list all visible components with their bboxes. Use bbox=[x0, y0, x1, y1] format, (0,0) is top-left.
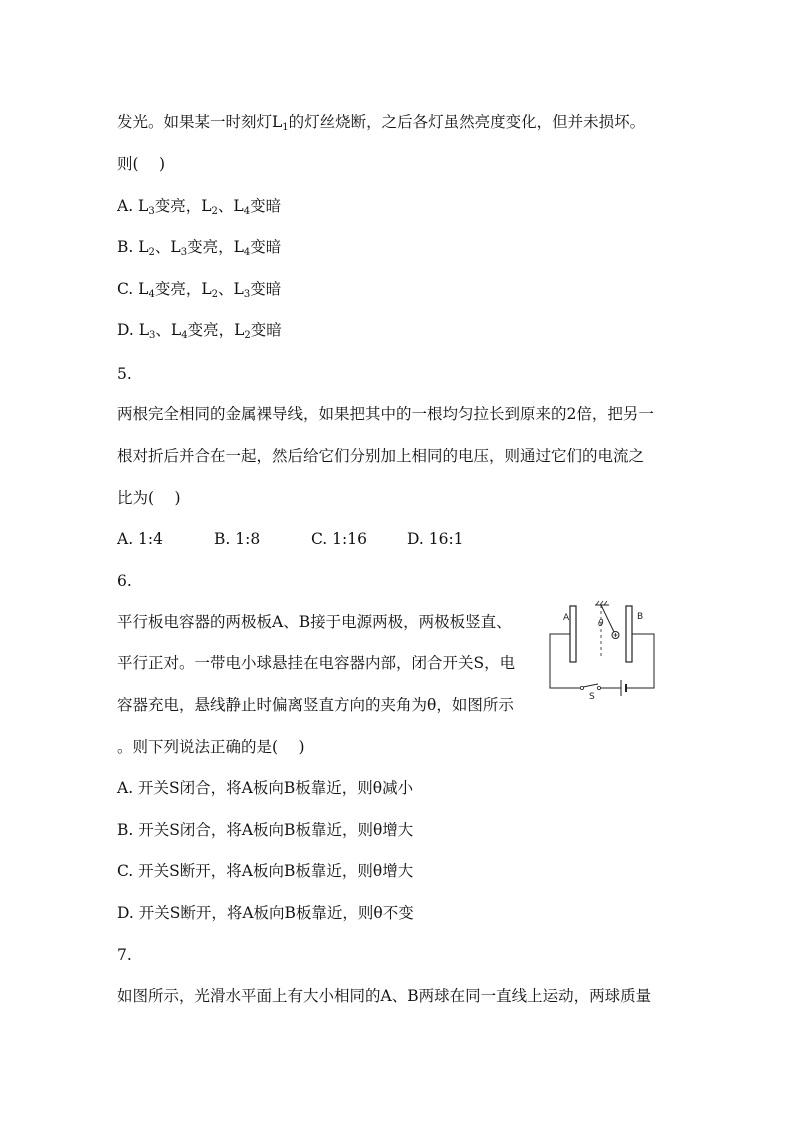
q6-line-2: 平行正对。一带电小球悬挂在电容器内部，闭合开关S，电 bbox=[117, 654, 516, 672]
q4-option-c: C. $L_4$变亮，$L_2$、$L_3$变暗 bbox=[117, 280, 282, 300]
q4-intro-text-b: 的灯丝烧断，之后各灯虽然亮度变化，但并未损坏。 bbox=[288, 113, 646, 131]
q5-option-a: A. 1:4 bbox=[117, 530, 163, 548]
label-b: B bbox=[637, 612, 644, 622]
q4-option-a: A. $L_3$变亮，$L_2$、$L_4$变暗 bbox=[117, 197, 282, 217]
q6-line-3: 容器充电，悬线静止时偏离竖直方向的夹角为θ，如图所示 bbox=[117, 696, 514, 714]
q6-number: 6. bbox=[117, 572, 132, 590]
q4-intro bbox=[117, 112, 645, 138]
q5-option-c: C. 1:16 bbox=[311, 530, 367, 548]
q5-line-1: 两根完全相同的金属裸导线，如果把其中的一根均匀拉长到原来的2倍，把另一 bbox=[117, 405, 654, 423]
label-theta: θ bbox=[598, 619, 604, 629]
q6-option-b: B. 开关S闭合，将A板向B板靠近，则θ增大 bbox=[117, 821, 414, 839]
q4-intro-text-a: 发光。如果某一时刻灯L bbox=[117, 113, 283, 131]
q5-option-b: B. 1:8 bbox=[214, 530, 261, 548]
switch-lever bbox=[583, 684, 598, 687]
q5-number: 5. bbox=[117, 365, 132, 383]
q5-line-2: 根对折后并合在一起，然后给它们分别加上相同的电压，则通过它们的电流之 bbox=[117, 447, 645, 465]
switch-contact-right bbox=[597, 686, 600, 689]
label-a: A bbox=[563, 613, 570, 623]
q5-options bbox=[117, 529, 464, 549]
q4-then: 则( ) bbox=[117, 155, 166, 173]
q5-option-d: D. 16:1 bbox=[407, 530, 464, 548]
q6-line-4: 。则下列说法正确的是( ) bbox=[117, 738, 305, 756]
q4-intro-subscript: 1 bbox=[282, 122, 289, 133]
q7-line-1: 如图所示，光滑水平面上有大小相同的A、B两球在同一直线上运动，两球质量 bbox=[117, 987, 652, 1005]
plate-b bbox=[626, 606, 632, 662]
label-s: S bbox=[589, 692, 595, 702]
q5-line-3: 比为( ) bbox=[117, 489, 181, 507]
q4-option-b: B. $L_2$、$L_3$变亮，$L_4$变暗 bbox=[117, 238, 282, 258]
q4-option-d: D. $L_3$、$L_4$变亮，$L_2$变暗 bbox=[117, 321, 282, 341]
q6-option-d: D. 开关S断开，将A板向B板靠近，则θ不变 bbox=[117, 904, 414, 922]
q6-option-c: C. 开关S断开，将A板向B板靠近，则θ增大 bbox=[117, 862, 414, 880]
wire-right bbox=[629, 634, 654, 688]
q6-option-a: A. 开关S闭合，将A板向B板靠近，则θ减小 bbox=[117, 779, 414, 797]
q7-number: 7. bbox=[117, 946, 132, 964]
capacitor-circuit-figure bbox=[546, 600, 658, 706]
plate-a bbox=[570, 606, 576, 662]
q6-line-1: 平行板电容器的两极板A、B接于电源两极，两极板竖直、 bbox=[117, 613, 512, 631]
